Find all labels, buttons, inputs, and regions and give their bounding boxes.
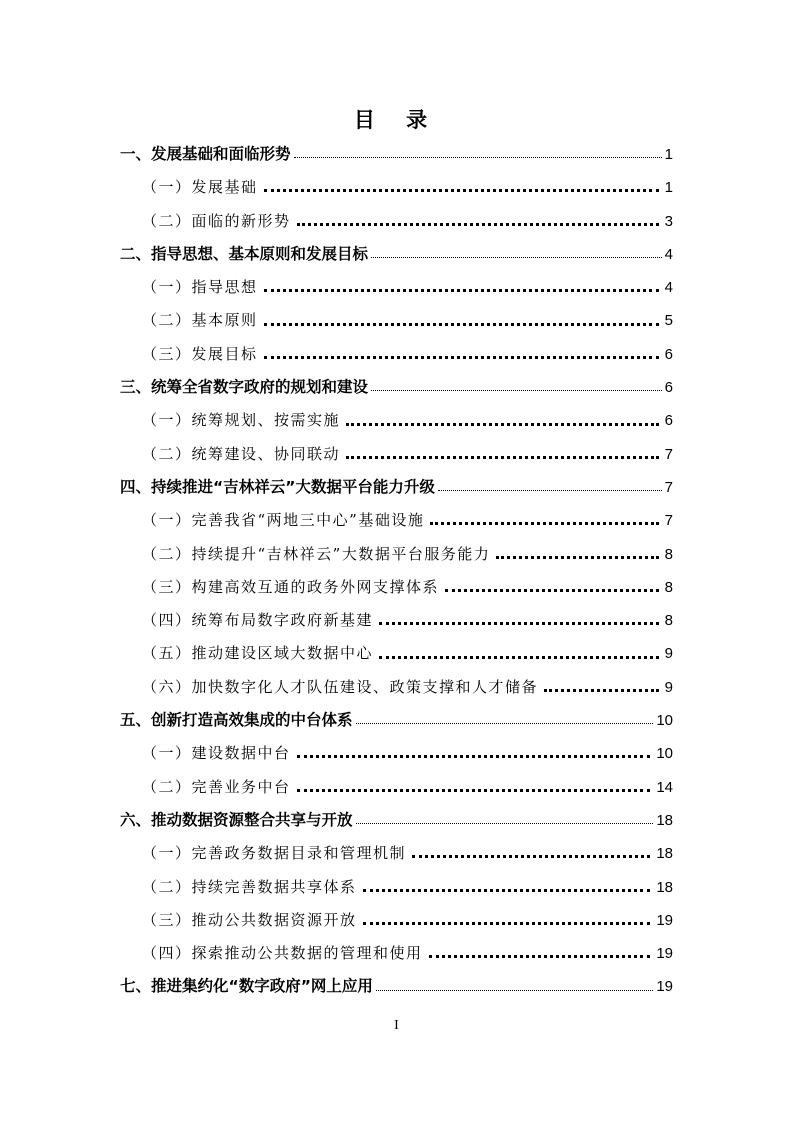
toc-leader-dots (356, 723, 654, 724)
toc-entry-label: （一）指导思想 (142, 278, 258, 297)
page-number: I (394, 1018, 399, 1033)
toc-leader-dots (430, 522, 658, 525)
toc-entry-label: 五、创新打造高效集成的中台体系 (120, 711, 353, 730)
toc-section-entry[interactable] (120, 304, 673, 337)
toc-leader-dots (438, 490, 662, 491)
toc-chapter-entry[interactable] (120, 471, 673, 504)
toc-leader-dots (544, 689, 659, 692)
toc-entry-label: 四、持续推进“吉林祥云”大数据平台能力升级 (120, 477, 435, 496)
toc-entry-label: （二）持续提升“吉林祥云”大数据平台服务能力 (142, 544, 491, 563)
toc-leader-dots (429, 955, 651, 958)
toc-section-entry[interactable] (120, 937, 673, 970)
toc-entry-label: （一）完善政务数据目录和管理机制 (142, 844, 407, 863)
toc-section-entry[interactable] (120, 438, 673, 471)
toc-chapter-entry[interactable] (120, 704, 673, 737)
toc-leader-dots (371, 390, 662, 391)
toc-entry-label: （三）发展目标 (142, 344, 258, 363)
toc-entry-label: （二）持续完善数据共享体系 (142, 877, 357, 896)
toc-entry-label: （一）发展基础 (142, 178, 258, 197)
toc-entry-label: （六）加快数字化人才队伍建设、政策支撑和人才储备 (142, 677, 539, 696)
toc-entry-page: 7 (664, 512, 673, 530)
toc-section-entry[interactable] (120, 837, 673, 870)
toc-entry-label: （四）统筹布局数字政府新基建 (142, 611, 374, 630)
toc-entry-page: 6 (664, 412, 673, 430)
toc-entry-page: 14 (656, 778, 673, 796)
toc-entry-label: （二）基本原则 (142, 311, 258, 330)
toc-entry-page: 10 (656, 745, 673, 763)
toc-entry-page: 9 (664, 645, 673, 663)
toc-leader-dots (264, 189, 659, 192)
toc-leader-dots (346, 423, 659, 426)
toc-chapter-entry[interactable] (120, 804, 673, 837)
toc-entry-page: 10 (656, 712, 673, 730)
toc-section-entry[interactable] (120, 604, 673, 637)
toc-section-entry[interactable] (120, 671, 673, 704)
toc-chapter-entry[interactable] (120, 970, 673, 1003)
toc-section-entry[interactable] (120, 171, 673, 204)
toc-section-entry[interactable] (120, 271, 673, 304)
toc-entry-label: （二）面临的新形势 (142, 211, 291, 230)
toc-entry-page: 1 (664, 146, 673, 163)
toc-entry-page: 18 (656, 811, 673, 829)
toc-entry-label: 七、推进集约化“数字政府”网上应用 (120, 977, 373, 996)
toc-leader-dots (363, 889, 651, 892)
toc-entry-page: 7 (664, 478, 673, 496)
toc-entry-label: （二）统筹建设、协同联动 (142, 444, 341, 463)
toc-leader-dots (346, 456, 659, 459)
toc-entry-page: 18 (656, 878, 673, 896)
toc-section-entry[interactable] (120, 771, 673, 804)
toc-entry-page: 8 (664, 545, 673, 563)
toc-leader-dots (371, 257, 662, 258)
toc-entry-page: 18 (656, 845, 673, 863)
toc-entry-page: 7 (664, 445, 673, 463)
toc-leader-dots (363, 922, 651, 925)
toc-section-entry[interactable] (120, 404, 673, 437)
toc-chapter-entry[interactable] (120, 371, 673, 404)
toc-entry-page: 4 (664, 245, 673, 263)
toc-leader-dots (379, 656, 659, 659)
toc-entry-label: 六、推动数据资源整合共享与开放 (120, 810, 353, 829)
toc-entry-label: （三）推动公共数据资源开放 (142, 910, 357, 929)
toc-section-entry[interactable] (120, 338, 673, 371)
toc-entry-page: 8 (664, 612, 673, 630)
toc-entry-label: （四）探索推动公共数据的管理和使用 (142, 944, 423, 963)
toc-section-entry[interactable] (120, 504, 673, 537)
toc-entry-page: 8 (664, 578, 673, 596)
toc-entry-label: （一）建设数据中台 (142, 744, 291, 763)
toc-entry-page: 6 (664, 379, 673, 397)
toc-leader-dots (264, 323, 659, 326)
toc-section-entry[interactable] (120, 538, 673, 571)
toc-entry-page: 6 (664, 345, 673, 363)
toc-section-entry[interactable] (120, 205, 673, 238)
toc-section-entry[interactable] (120, 637, 673, 670)
toc-entry-label: （二）完善业务中台 (142, 777, 291, 796)
toc-section-entry[interactable] (120, 871, 673, 904)
toc-entry-label: （五）推动建设区域大数据中心 (142, 644, 374, 663)
toc-leader-dots (445, 589, 659, 592)
toc-leader-dots (297, 789, 651, 792)
toc-section-entry[interactable] (120, 904, 673, 937)
toc-leader-dots (356, 823, 654, 824)
toc-entry-page: 4 (664, 279, 673, 297)
toc-leader-dots (264, 289, 659, 292)
toc-leader-dots (297, 223, 659, 226)
toc-leader-dots (264, 356, 659, 359)
toc-entry-page: 19 (656, 911, 673, 929)
toc-entry-label: 一、发展基础和面临形势 (120, 145, 291, 163)
toc-chapter-entry[interactable] (120, 138, 673, 171)
toc-entry-page: 9 (664, 678, 673, 696)
toc-entry-label: （一）完善我省“两地三中心”基础设施 (142, 511, 425, 530)
toc-entry-label: 二、指导思想、基本原则和发展目标 (120, 244, 369, 263)
toc-entry-page: 1 (664, 179, 673, 197)
toc-entry-page: 19 (656, 945, 673, 963)
toc-entry-label: （一）统筹规划、按需实施 (142, 411, 341, 430)
toc-leader-dots (496, 556, 658, 559)
toc-entry-label: （三）构建高效互通的政务外网支撑体系 (142, 577, 440, 596)
toc-section-entry[interactable] (120, 737, 673, 770)
toc-title: 目 录 (353, 108, 440, 132)
toc-entry-page: 19 (656, 978, 673, 996)
toc-leader-dots (412, 855, 650, 858)
toc-leader-dots (294, 157, 662, 158)
toc-entry-page: 3 (664, 212, 673, 230)
toc-entry-page: 5 (664, 312, 673, 330)
toc-chapter-entry[interactable] (120, 238, 673, 271)
toc-leader-dots (297, 755, 651, 758)
toc-leader-dots (376, 990, 653, 991)
toc-entry-label: 三、统筹全省数字政府的规划和建设 (120, 378, 369, 397)
table-of-contents (120, 138, 673, 1004)
toc-leader-dots (379, 622, 659, 625)
toc-section-entry[interactable] (120, 571, 673, 604)
